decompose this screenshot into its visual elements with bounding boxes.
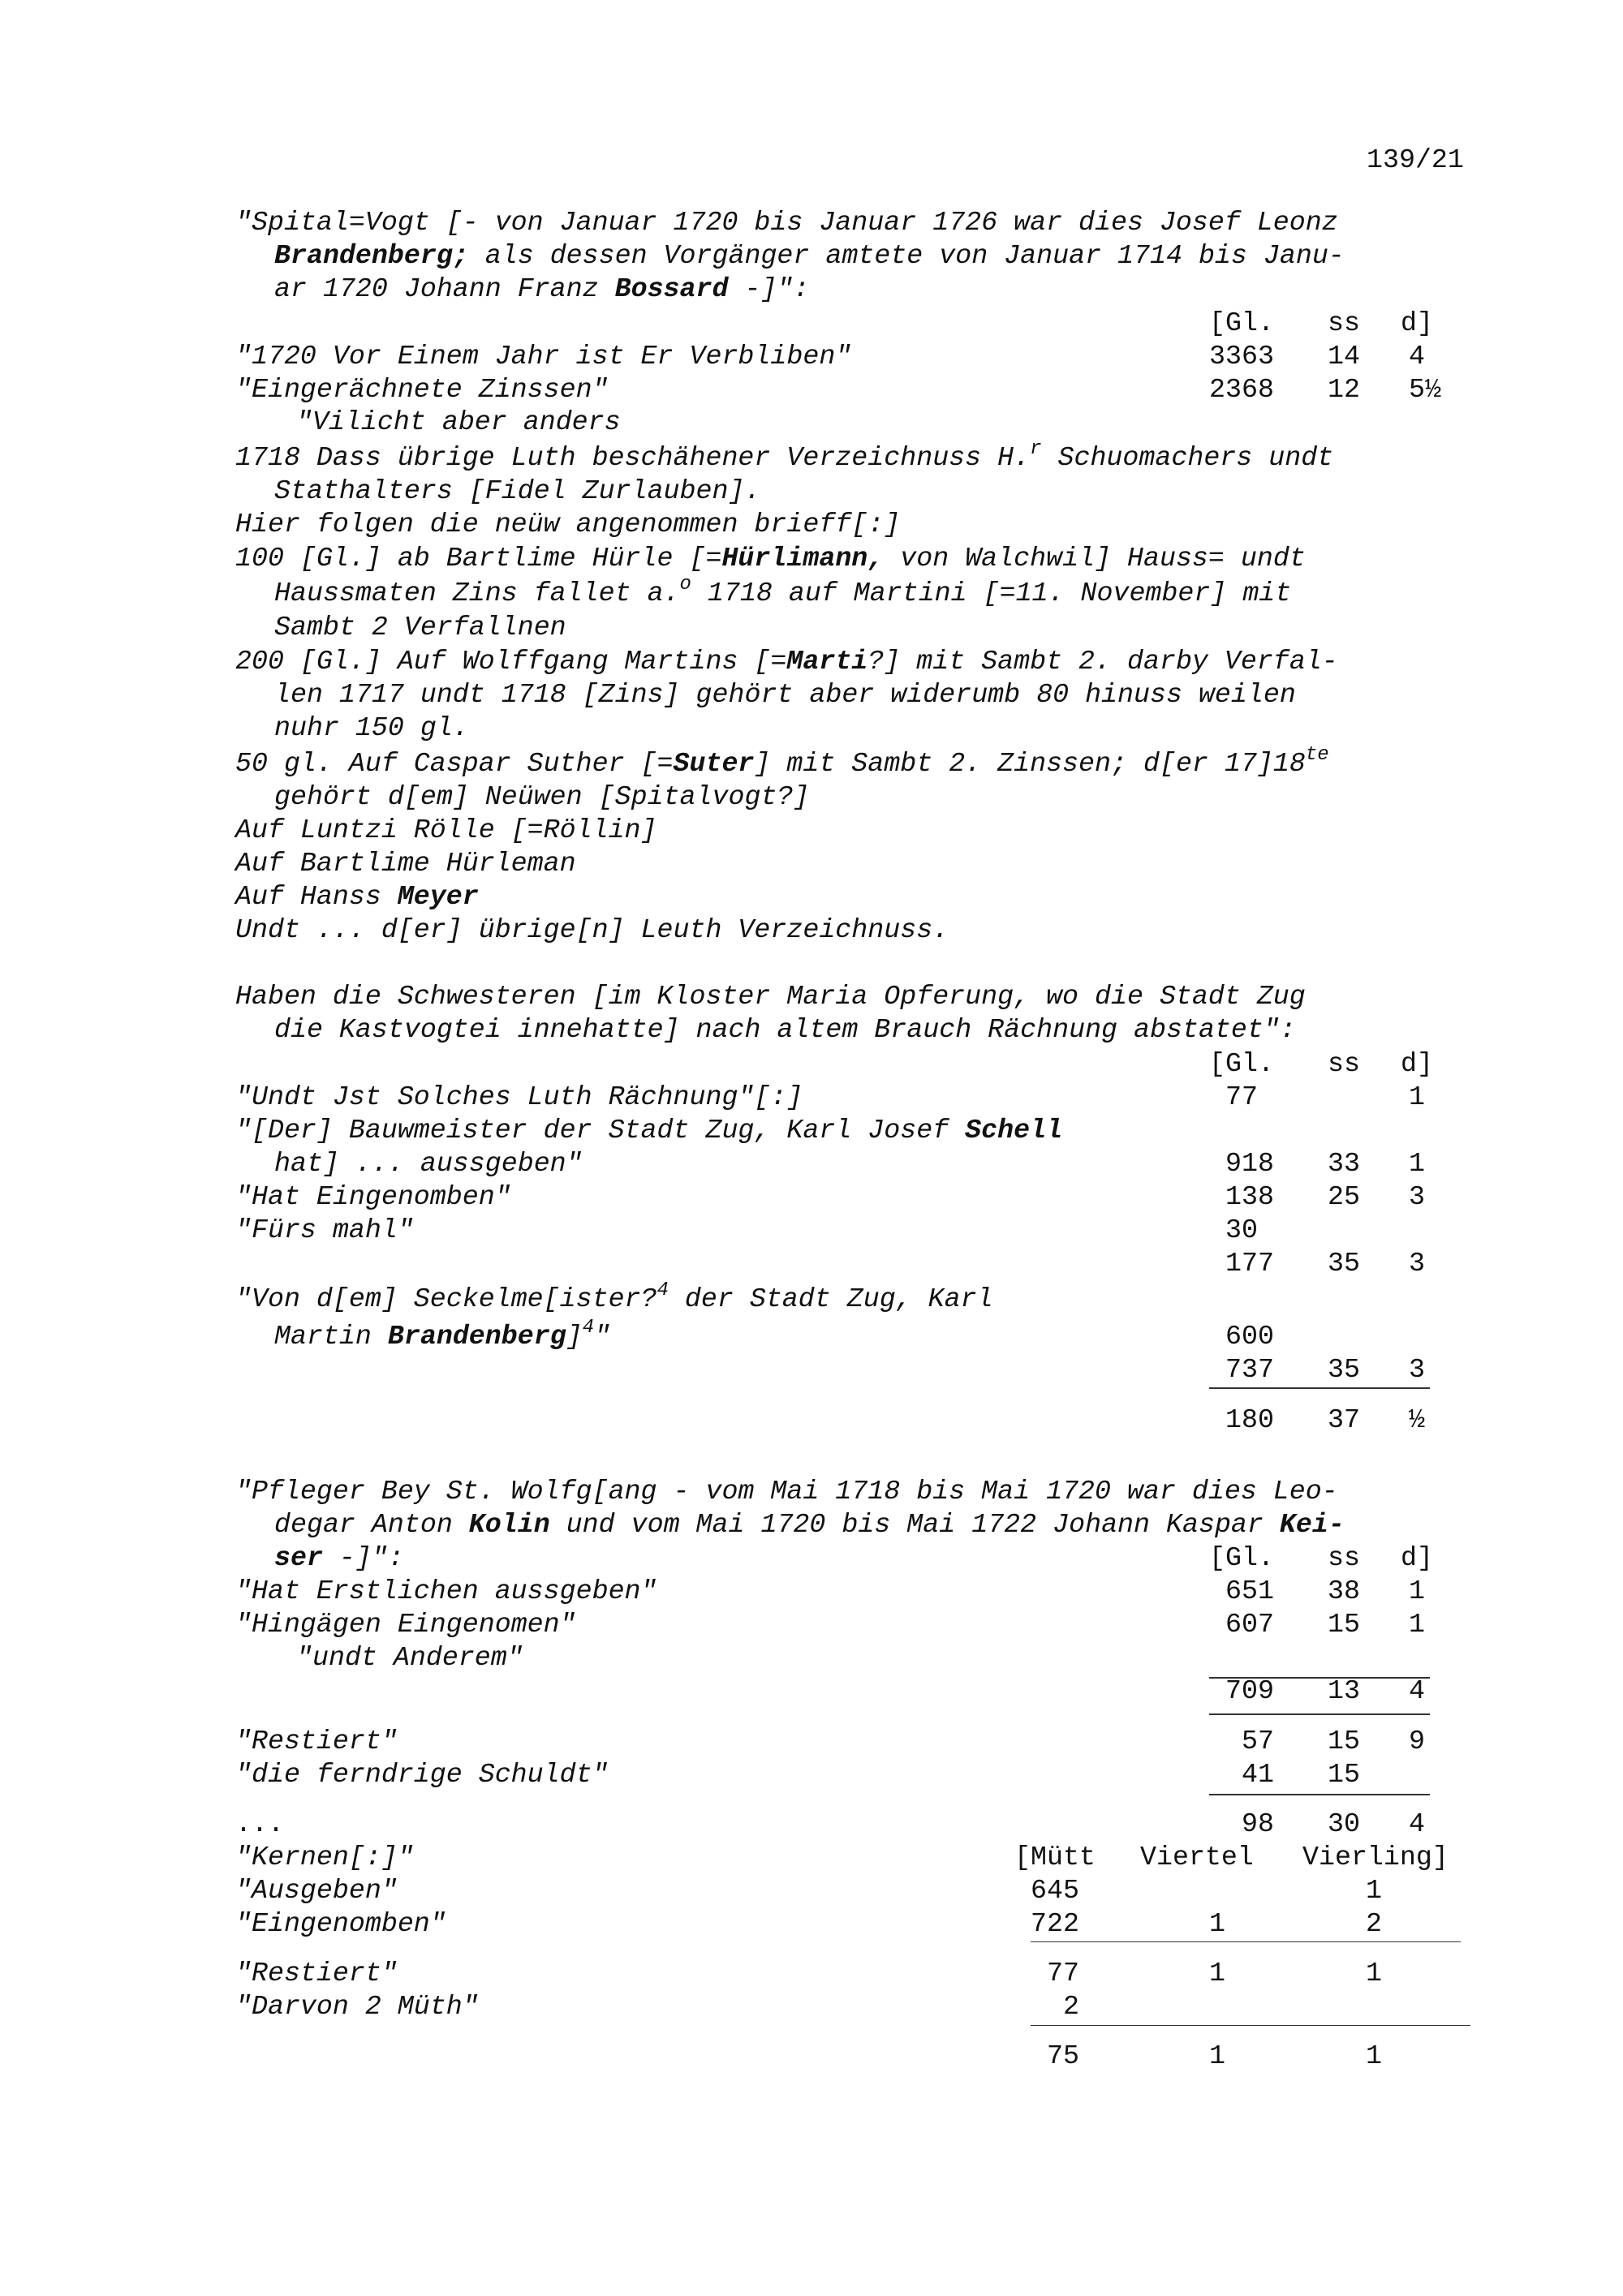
k2-viertel: 1	[1209, 1908, 1225, 1939]
s2-header-gl: [Gl.	[1209, 1048, 1274, 1079]
s2-r5-d: 3	[1409, 1248, 1425, 1279]
s3-r1-ss: 38	[1328, 1576, 1360, 1606]
s1-p5-sup: te	[1305, 744, 1329, 766]
k3-viertel: 1	[1209, 1958, 1225, 1989]
s1-p9: Undt ... d[er] übrige[n] Leuth Verzeichnuss.	[235, 914, 949, 945]
s3-rule3	[1209, 1794, 1430, 1795]
k-header-muett: [Mütt	[1014, 1842, 1096, 1872]
s2-r6a: "Von d[em] Seckelme[ister?	[235, 1283, 657, 1314]
s1-row1-label: "1720 Vor Einem Jahr ist Er Verbliben"	[235, 341, 852, 372]
k1-vierling: 1	[1366, 1875, 1382, 1906]
s1-p1a: 1718 Dass übrige Luth beschähener Verzeichnuss H.	[235, 442, 1031, 473]
s2-r1-d: 1	[1409, 1081, 1425, 1112]
s3-line1: "Pfleger Bey St. Wolfg[ang - vom Mai 1718 bis Mai 1720 war dies Leo-	[235, 1476, 1338, 1507]
s1-p3d: 1718 auf Martini [=11. November] mit	[691, 578, 1292, 608]
s2-sum-rule	[1209, 1387, 1430, 1389]
s3-header-ss: ss	[1328, 1542, 1360, 1573]
s3-r7-gl: 98	[1242, 1808, 1274, 1839]
s2-r3-label: "Hat Eingenomben"	[235, 1181, 511, 1212]
s1-p1b: Schuomachers undt	[1041, 442, 1334, 473]
s1-line3-a: ar 1720 Johann Franz	[274, 273, 615, 304]
s1-p4-line3: nuhr 150 gl.	[274, 712, 469, 743]
s1-p4a: 200 [Gl.] Auf Wolffgang Martins [=	[235, 646, 787, 677]
k2-label: "Eingenomben"	[235, 1908, 446, 1939]
s3-r2-label: "Hingägen Eingenomen"	[235, 1609, 576, 1640]
s1-row1-ss: 14	[1328, 341, 1360, 372]
s3-r5-d: 9	[1409, 1726, 1425, 1756]
s1-p5-line2: gehört d[em] Neüwen [Spitalvogt?]	[274, 781, 810, 812]
s1-p3b: von Walchwil] Hauss= undt	[884, 543, 1306, 574]
s2-r3-ss: 25	[1328, 1181, 1360, 1212]
name-keiser-1: Kei-	[1279, 1509, 1345, 1540]
s1-p5b: ] mit Sambt 2. Zinssen; d[er 17]18	[754, 748, 1306, 779]
s3-r6-gl: 41	[1242, 1759, 1274, 1790]
s3-r4-d: 4	[1409, 1675, 1425, 1706]
s3-r4-ss: 13	[1328, 1675, 1360, 1706]
s2-r6-sup2: 4	[582, 1317, 595, 1339]
s2-r6-gl: 600	[1225, 1321, 1274, 1352]
s3-kernen-label: "Kernen[:]"	[235, 1842, 414, 1872]
s2-r2-line1	[235, 1117, 1062, 1144]
k5-muett: 75	[1047, 2040, 1079, 2071]
name-huerlimann: Hürlimann,	[721, 543, 885, 574]
k-rule1	[1031, 1941, 1461, 1942]
s2-r8-gl: 180	[1225, 1404, 1274, 1435]
s1-row2-ss: 12	[1328, 374, 1360, 405]
s1-p3-line3: Sambt 2 Verfallnen	[274, 612, 566, 643]
s2-r8-d: ½	[1409, 1404, 1425, 1435]
k-header-vierling: Vierling]	[1302, 1842, 1449, 1872]
s2-r6-line1	[235, 1279, 993, 1314]
s3-r5-label: "Restiert"	[235, 1726, 398, 1756]
s1-p4b: ?] mit Sambt 2. darby Verfal-	[867, 646, 1338, 677]
s1-p1-line1	[235, 438, 1334, 473]
s3-line2b: und vom Mai 1720 bis Mai 1722 Johann Kaspar	[549, 1509, 1280, 1540]
s2-line2: die Kastvogtei innehatte] nach altem Brauch Rächnung abstatet":	[274, 1014, 1296, 1045]
s2-r1-label: "Undt Jst Solches Luth Rächnung"[:]	[235, 1081, 803, 1112]
s1-row1-gl: 3363	[1209, 341, 1274, 372]
s1-p3-sup: o	[679, 574, 691, 595]
s2-r8-ss: 37	[1328, 1404, 1360, 1435]
s1-line3-b: -]":	[728, 273, 810, 304]
s1-row2-label: "Eingerächnete Zinssen"	[235, 374, 609, 405]
s3-r1-label: "Hat Erstlichen aussgeben"	[235, 1576, 657, 1606]
s1-p4-line1	[235, 648, 1338, 675]
s2-r6b: der Stadt Zug, Karl	[668, 1283, 993, 1314]
s3-line3	[274, 1542, 404, 1573]
k1-label: "Ausgeben"	[235, 1875, 398, 1906]
s2-line1: Haben die Schwesteren [im Kloster Maria Opferung, wo die Stadt Zug	[235, 981, 1306, 1012]
k2-muett: 722	[1031, 1908, 1079, 1939]
name-kolin: Kolin	[468, 1509, 550, 1540]
s1-p5a: 50 gl. Auf Caspar Suther [=	[235, 748, 674, 779]
s2-r4-label: "Fürs mahl"	[235, 1215, 414, 1245]
s1-p7: Auf Bartlime Hürleman	[235, 848, 576, 879]
s2-r5-ss: 35	[1328, 1248, 1360, 1279]
s3-r7-label: ...	[235, 1808, 284, 1839]
s3-r1-gl: 651	[1225, 1576, 1274, 1606]
s2-r6-sup: 4	[657, 1279, 669, 1301]
s3-r6-label: "die ferndrige Schuldt"	[235, 1759, 609, 1790]
s1-p5-line1	[235, 744, 1329, 779]
s1-header-ss: ss	[1328, 307, 1360, 338]
s1-p8	[235, 881, 479, 912]
name-marti: Marti	[786, 646, 868, 677]
s1-vilicht: "Vilicht aber anders	[296, 406, 621, 437]
k3-vierling: 1	[1366, 1958, 1382, 1989]
s3-header-gl: [Gl.	[1209, 1542, 1274, 1573]
s2-r6d: ]	[566, 1321, 583, 1352]
s1-p3c: Haussmaten Zins fallet a.	[274, 578, 680, 608]
s2-r5-gl: 177	[1225, 1248, 1274, 1279]
k3-muett: 77	[1047, 1958, 1079, 1989]
s3-r4-gl: 709	[1225, 1675, 1274, 1706]
s1-line1: "Spital=Vogt [- von Januar 1720 bis Januar 1726 war dies Josef Leonz	[235, 207, 1338, 238]
k-header-viertel: Viertel	[1140, 1842, 1254, 1872]
s1-p2: Hier folgen die neüw angenommen brieff[:]	[235, 509, 901, 540]
s3-line3-rest: -]":	[322, 1542, 404, 1573]
s2-r2-gl: 918	[1225, 1148, 1274, 1179]
s1-p4-line2: len 1717 undt 1718 [Zins] gehört aber widerumb 80 hinuss weilen	[274, 679, 1296, 710]
s1-p3-line2	[274, 574, 1292, 608]
s2-r6e: "	[594, 1321, 611, 1352]
k-rule2	[1031, 2025, 1470, 2026]
page-number: 139/21	[1367, 144, 1464, 175]
name-keiser-2: ser	[274, 1542, 323, 1573]
s1-p6: Auf Luntzi Rölle [=Röllin]	[235, 815, 657, 845]
s3-header-d: d]	[1401, 1542, 1433, 1573]
s1-line2-rest: als dessen Vorgänger amtete von Januar 1714 bis Janu-	[468, 240, 1345, 271]
s3-r2-ss: 15	[1328, 1609, 1360, 1640]
s3-line2a: degar Anton	[274, 1509, 469, 1540]
k5-viertel: 1	[1209, 2040, 1225, 2071]
s2-r6c: Martin	[274, 1321, 388, 1352]
k5-vierling: 1	[1366, 2040, 1382, 2071]
s2-r7-gl: 737	[1225, 1354, 1274, 1385]
s3-r7-d: 4	[1409, 1808, 1425, 1839]
k3-label: "Restiert"	[235, 1958, 398, 1989]
s2-r7-d: 3	[1409, 1354, 1425, 1385]
s2-r1-gl: 77	[1225, 1081, 1258, 1112]
s2-r3-gl: 138	[1225, 1181, 1274, 1212]
s1-row2-d: 5½	[1409, 374, 1441, 405]
s2-header-d: d]	[1401, 1048, 1433, 1079]
s2-r3-d: 3	[1409, 1181, 1425, 1212]
k1-muett: 645	[1031, 1875, 1079, 1906]
s2-r4-gl: 30	[1225, 1215, 1258, 1245]
s3-r7-ss: 30	[1328, 1808, 1360, 1839]
s2-r6-line2	[274, 1317, 611, 1352]
s1-line2	[274, 240, 1345, 271]
s3-r2-gl: 607	[1225, 1609, 1274, 1640]
s1-row2-gl: 2368	[1209, 374, 1274, 405]
k2-vierling: 2	[1366, 1908, 1382, 1939]
s3-rule2	[1209, 1713, 1430, 1715]
s1-p3-line1	[235, 545, 1306, 572]
s3-r2-d: 1	[1409, 1609, 1425, 1640]
s3-r6-ss: 15	[1328, 1759, 1360, 1790]
s3-r5-ss: 15	[1328, 1726, 1360, 1756]
s3-line2	[274, 1511, 1345, 1538]
s1-p8a: Auf Hanss	[235, 881, 398, 912]
name-bossard: Bossard	[614, 273, 729, 304]
s2-r2a: "[Der] Bauwmeister der Stadt Zug, Karl Josef	[235, 1115, 966, 1146]
name-suter: Suter	[673, 748, 755, 779]
s1-line3	[274, 273, 810, 304]
s2-r7-ss: 35	[1328, 1354, 1360, 1385]
s2-r2-d: 1	[1409, 1148, 1425, 1179]
s1-p1-sup: r	[1030, 438, 1042, 460]
s3-r3-label: "undt Anderem"	[296, 1642, 523, 1673]
name-brandenberg-2: Brandenberg	[387, 1321, 566, 1352]
s2-r2-ss: 33	[1328, 1148, 1360, 1179]
name-brandenberg: Brandenberg;	[274, 240, 469, 271]
s1-p3a: 100 [Gl.] ab Bartlime Hürle [=	[235, 543, 722, 574]
name-meyer: Meyer	[397, 881, 479, 912]
s2-header-ss: ss	[1328, 1048, 1360, 1079]
k4-muett: 2	[1063, 1991, 1079, 2022]
k4-label: "Darvon 2 Müth"	[235, 1991, 479, 2022]
s1-header-gl: [Gl.	[1209, 307, 1274, 338]
name-schell: Schell	[965, 1115, 1063, 1146]
s2-r2-line2: hat] ... aussgeben"	[274, 1148, 583, 1179]
s1-header-d: d]	[1401, 307, 1433, 338]
s3-r1-d: 1	[1409, 1576, 1425, 1606]
s1-p1-line2: Stathalters [Fidel Zurlauben].	[274, 475, 761, 506]
s3-r5-gl: 57	[1242, 1726, 1274, 1756]
s1-row1-d: 4	[1409, 341, 1425, 372]
